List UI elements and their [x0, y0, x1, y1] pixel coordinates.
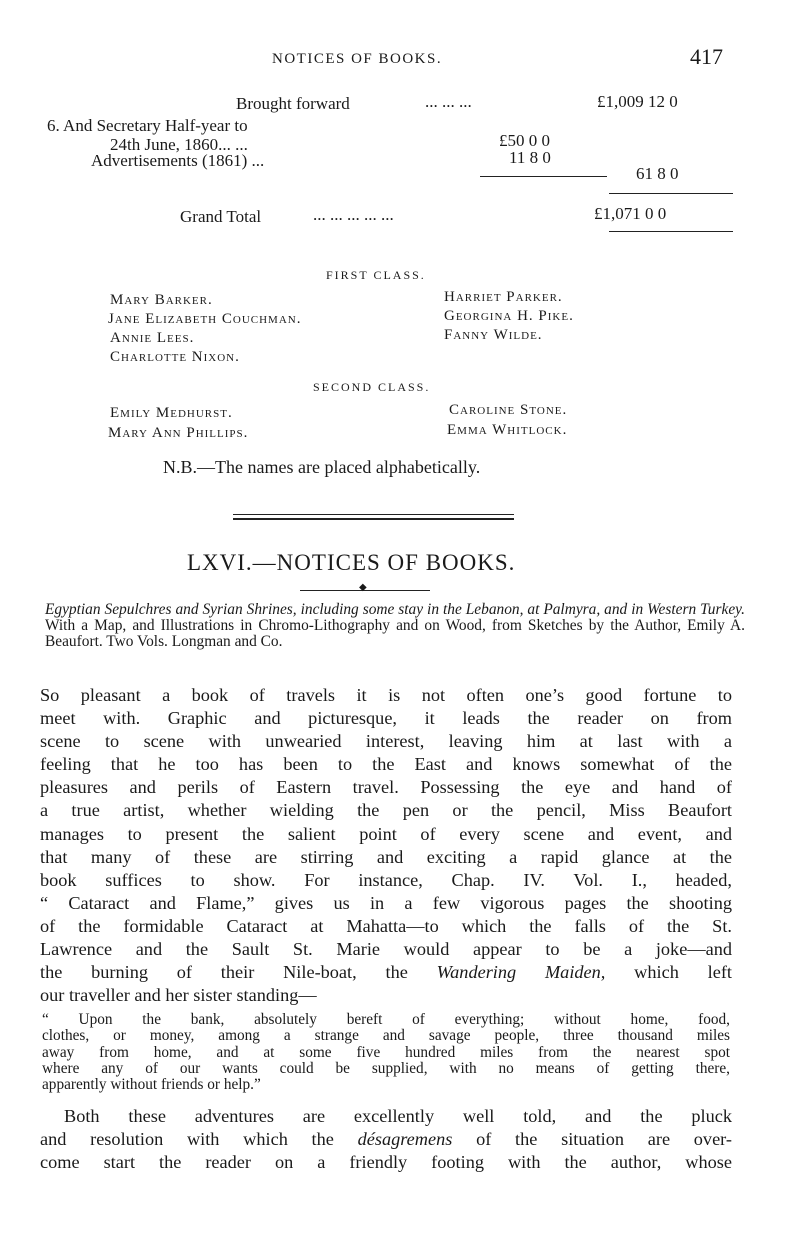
- review-book-details: With a Map, and Illustrations in Chromo-Lithography and on Wood, from Sketches by the Author, Emily A. Beaufort. Two Vols. Longman and Co.: [45, 617, 745, 650]
- subtotal-rule: [480, 176, 607, 177]
- brought-forward-dots: ... ... ...: [425, 92, 472, 111]
- advertisements-label: Advertisements (1861) ...: [91, 151, 265, 170]
- quote-line: away from home, and at some five hundred miles from the nearest spot: [42, 1043, 730, 1061]
- text-fragment: which left: [605, 962, 732, 983]
- first-class-name: Mary Barker.: [110, 292, 213, 308]
- first-class-name: Charlotte Nixon.: [110, 349, 240, 365]
- text-line: [40, 1128, 732, 1151]
- text-line: Both these adventures are excellently well told, and the pluck: [64, 1106, 732, 1126]
- second-class-name: Caroline Stone.: [449, 402, 568, 418]
- quote-line: “ Upon the bank, absolutely bereft of everything; without home, food,: [42, 1011, 730, 1028]
- text-line: So pleasant a book of travels it is not often one’s good fortune to: [40, 685, 732, 705]
- text-line: feeling that he too has been to the East and knows somewhat of the: [40, 754, 732, 775]
- section-rule-top: [233, 514, 514, 515]
- text-line: that many of these are stirring and exciting a rapid glance at the: [40, 846, 732, 867]
- text-line: a true artist, whether wielding the pen or the pencil, Miss Beaufort: [40, 800, 732, 821]
- text-line: of the formidable Cataract at Mahatta—to which the falls of the St.: [40, 915, 732, 936]
- advertisements-amount: 11 8 0: [509, 148, 551, 167]
- nb-note: N.B.—The names are placed alphabetically.: [163, 457, 481, 477]
- total-rule-bottom: [609, 231, 733, 232]
- first-class-name: Jane Elizabeth Couchman.: [108, 311, 302, 327]
- page-number: 417: [690, 44, 723, 69]
- text-line: Lawrence and the Sault St. Marie would appear to be a joke—and: [40, 939, 732, 960]
- item6-amount: £50 0 0: [499, 131, 550, 150]
- first-class-name: Annie Lees.: [110, 330, 195, 346]
- text-line: come start the reader on a friendly footing with the author, whose: [40, 1152, 732, 1173]
- text-line: book suffices to show. For instance, Chap. IV. Vol. I., headed,: [40, 869, 732, 890]
- brought-forward-label: Brought forward: [236, 94, 350, 113]
- subtotal-amount: 61 8 0: [636, 164, 679, 183]
- grand-total-amount: £1,071 0 0: [594, 204, 667, 223]
- second-class-name: Emily Medhurst.: [110, 405, 233, 421]
- foreign-word: désagremens: [357, 1129, 453, 1150]
- text-line: pleasures and perils of Eastern travel. Possessing the eye and hand of: [40, 777, 732, 798]
- text-fragment: and resolution with which the: [40, 1129, 358, 1150]
- quote-line: clothes, or money, among a strange and savage people, three thousand miles: [42, 1027, 730, 1045]
- first-class-name: Fanny Wilde.: [444, 327, 543, 343]
- quote-line: apparently without friends or help.”: [42, 1076, 261, 1094]
- boat-name: Wandering Maiden,: [436, 962, 606, 983]
- second-class-name: Mary Ann Phillips.: [108, 425, 249, 441]
- grand-total-dots: ... ... ... ... ...: [313, 205, 394, 224]
- text-fragment: of the situation are over-: [452, 1129, 732, 1150]
- total-rule-top: [609, 193, 733, 194]
- review-paragraph-2: [40, 1105, 732, 1174]
- review-paragraph-1: [40, 684, 732, 1007]
- text-line: [40, 961, 732, 984]
- first-class-name: Georgina H. Pike.: [444, 308, 574, 324]
- text-line: scene to scene with unwearied interest, leaving him at last with a: [40, 731, 732, 752]
- section-rule-bottom: [233, 518, 514, 520]
- first-class-name: Harriet Parker.: [444, 289, 563, 305]
- second-class-heading: SECOND CLASS.: [313, 380, 431, 394]
- quote-line: where any of our wants could be supplied, with no means of getting there,: [42, 1059, 730, 1077]
- text-line: meet with. Graphic and picturesque, it leads the reader on from: [40, 708, 732, 729]
- text-line: manages to present the salient point of every scene and event, and: [40, 823, 732, 844]
- review-citation: [45, 602, 745, 650]
- text-line: our traveller and her sister standing—: [40, 985, 317, 1006]
- diamond-ornament-icon: ◆: [359, 582, 367, 593]
- text-line: “ Cataract and Flame,” gives us in a few vigorous pages the shooting: [40, 892, 732, 913]
- second-class-name: Emma Whitlock.: [447, 422, 568, 438]
- item6-line1: 6. And Secretary Half-year to: [47, 116, 248, 135]
- first-class-heading: FIRST CLASS.: [326, 268, 426, 282]
- item6-line2: 24th June, 1860... ...: [110, 135, 248, 154]
- running-header-title: NOTICES OF BOOKS.: [272, 51, 443, 67]
- review-book-title: Egyptian Sepulchres and Syrian Shrines, including some stay in the Lebanon, at Palmyra, and in Western Turkey.: [45, 601, 745, 618]
- text-fragment: the burning of their Nile-boat, the: [40, 962, 437, 983]
- chapter-title: LXVI.—NOTICES OF BOOKS.: [187, 550, 516, 575]
- block-quote: [42, 1012, 730, 1093]
- brought-forward-amount: £1,009 12 0: [597, 92, 678, 111]
- grand-total-label: Grand Total: [180, 207, 262, 226]
